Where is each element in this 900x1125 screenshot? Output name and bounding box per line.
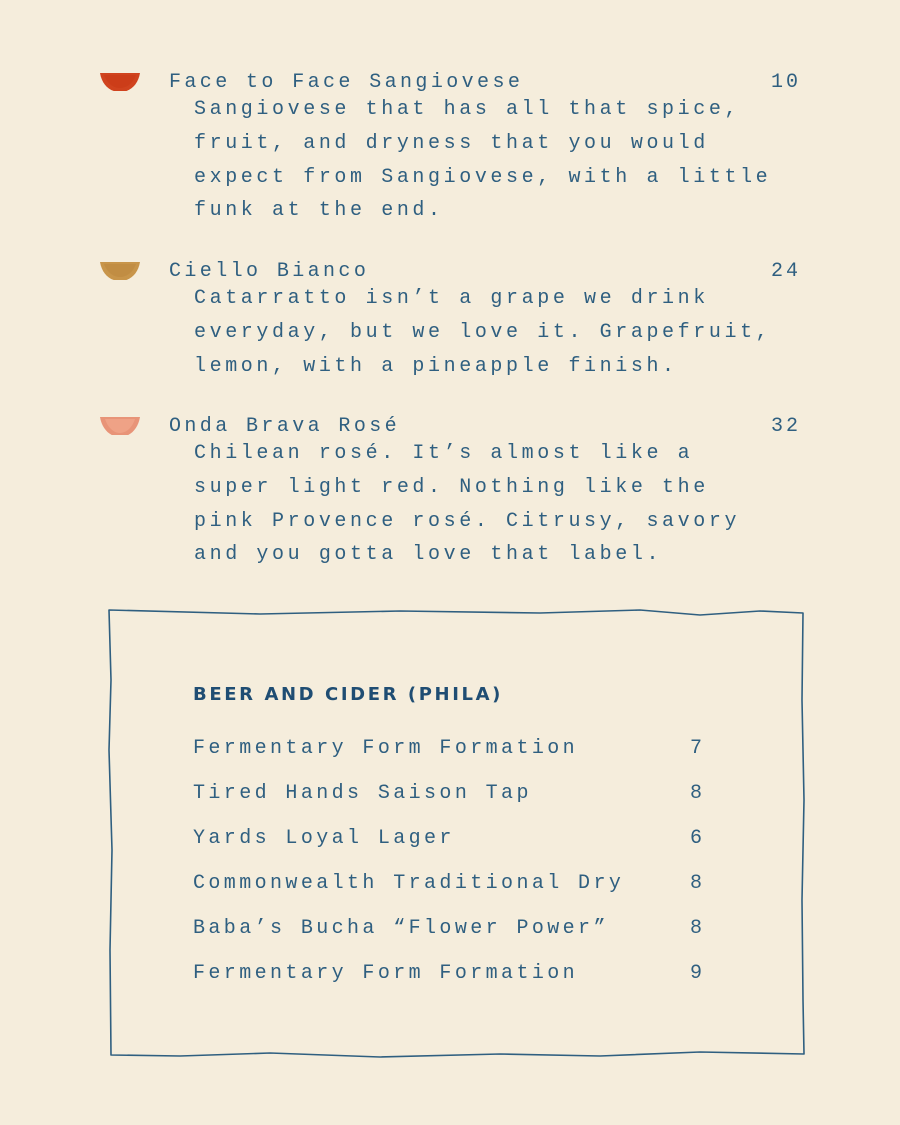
beer-name: Yards Loyal Lager [193,827,455,850]
wine-price: 24 [770,260,801,283]
wine-name: Ciello Bianco [169,260,370,283]
beer-list-item [193,737,713,761]
wine-description: Chilean rosé. It’s almost like a super light red. Nothing like the pink Provence rosé. Citrusy, savory and you gotta love that label. [194,442,741,567]
beer-list-item [193,827,713,851]
beer-price: 9 [690,962,703,985]
beer-name: Baba’s Bucha “Flower Power” [193,917,609,940]
beer-name: Fermentary Form Formation [193,737,579,760]
wine-name: Onda Brava Rosé [169,415,401,438]
beer-list-item [193,782,713,806]
beer-price: 6 [690,827,703,850]
wine-price: 10 [770,71,801,94]
wine-price: 32 [770,415,801,438]
beer-section-title: BEER AND CIDER (PHILA) [193,684,503,705]
beer-list-item [193,872,713,896]
wine-description: Sangiovese that has all that spice, fruit, and dryness that you would expect from Sangiovese, with a little funk at the end. [194,98,772,223]
beer-name: Commonwealth Traditional Dry [193,872,625,895]
wine-description: Catarratto isn’t a grape we drink everyday, but we love it. Grapefruit, lemon, with a pineapple finish. [194,287,772,378]
beer-price: 8 [690,782,703,805]
beer-price: 8 [690,872,703,895]
beer-price: 8 [690,917,703,940]
wine-name: Face to Face Sangiovese [169,71,524,94]
beer-list-item [193,962,713,986]
beer-name: Fermentary Form Formation [193,962,579,985]
beer-list-item [193,917,713,941]
beer-price: 7 [690,737,703,760]
beer-name: Tired Hands Saison Tap [193,782,532,805]
